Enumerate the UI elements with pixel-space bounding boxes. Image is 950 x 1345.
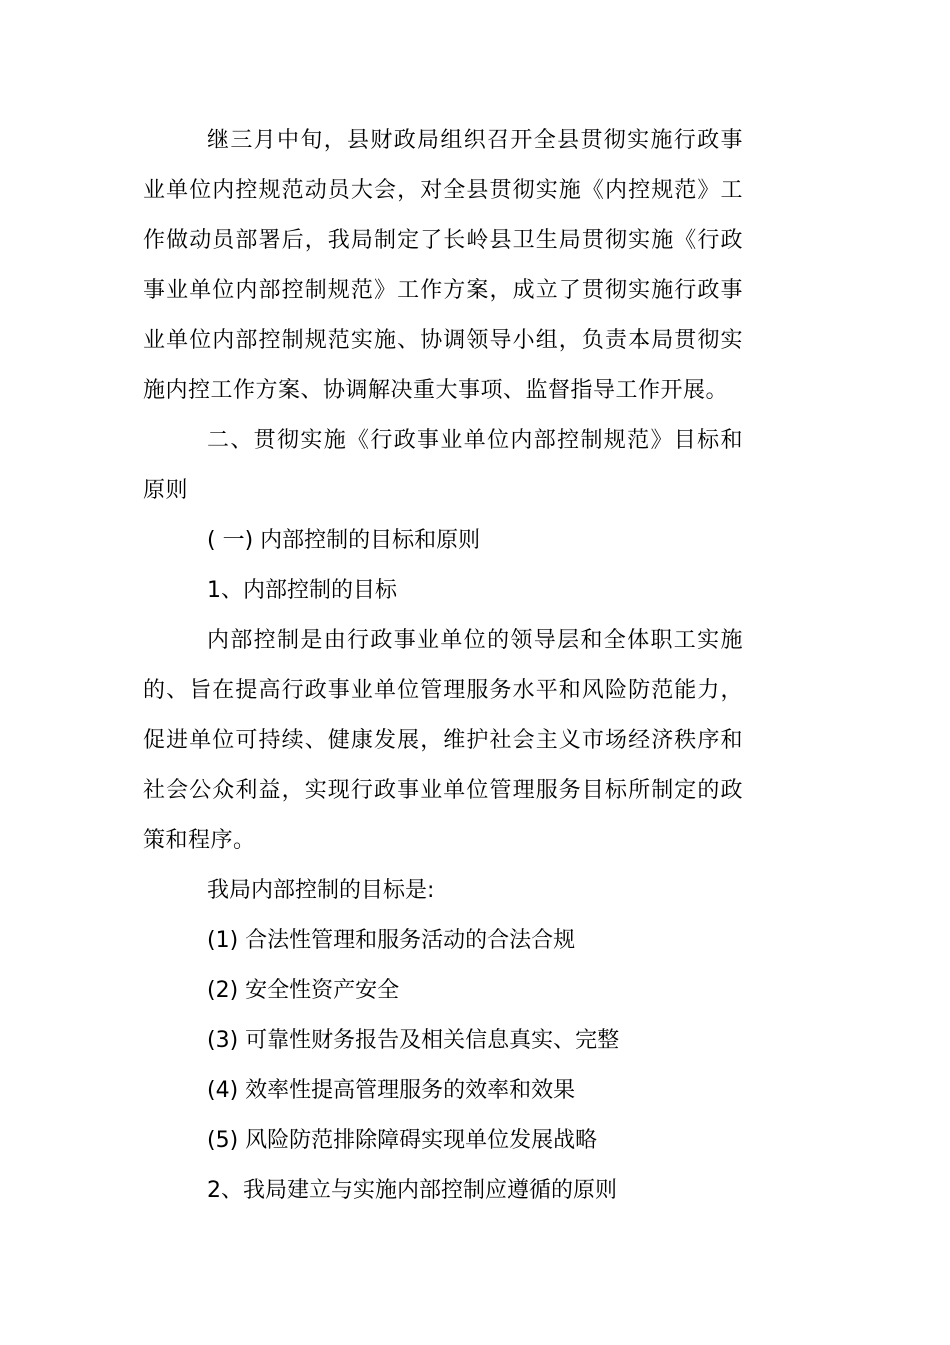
list-item-goal-2: (2) 安全性资产安全 (207, 978, 400, 1003)
document-body (143, 116, 743, 1216)
list-item-goal-4: (4) 效率性提高管理服务的效率和效果 (207, 1078, 576, 1103)
paragraph-mobilization: 继三月中旬，县财政局组织召开全县贯彻实施行政事业单位内控规范动员大会，对全县贯彻实施《内控规范》工作做动员部署后，我局制定了长岭县卫生局贯彻实施《行政事业单位内部控制规范》工作方案，成立了贯彻实施行政事业单位内部控制规范实施、协调领导小组，负责本局贯彻实施内控工作方案、协调解决重大事项、监督指导工作开展。 (143, 128, 743, 403)
section-heading-goals-principles: 二、贯彻实施《行政事业单位内部控制规范》目标和原则 (143, 428, 743, 503)
paragraph-control-definition: 内部控制是由行政事业单位的领导层和全体职工实施的、旨在提高行政事业单位管理服务水平和风险防范能力，促进单位可持续、健康发展，维护社会主义市场经济秩序和社会公众利益，实现行政事业单位管理服务目标所制定的政策和程序。 (143, 628, 743, 853)
subsection-heading-control-goals-principles: ( 一) 内部控制的目标和原则 (207, 528, 481, 553)
paragraph-our-goals-intro: 我局内部控制的目标是: (207, 878, 435, 903)
item-heading-control-goals: 1、内部控制的目标 (207, 578, 397, 603)
list-item-goal-3: (3) 可靠性财务报告及相关信息真实、完整 (207, 1028, 620, 1053)
list-item-goal-1: (1) 合法性管理和服务活动的合法合规 (207, 928, 576, 953)
item-heading-control-principles: 2、我局建立与实施内部控制应遵循的原则 (207, 1178, 617, 1203)
list-item-goal-5: (5) 风险防范排除障碍实现单位发展战略 (207, 1128, 598, 1153)
